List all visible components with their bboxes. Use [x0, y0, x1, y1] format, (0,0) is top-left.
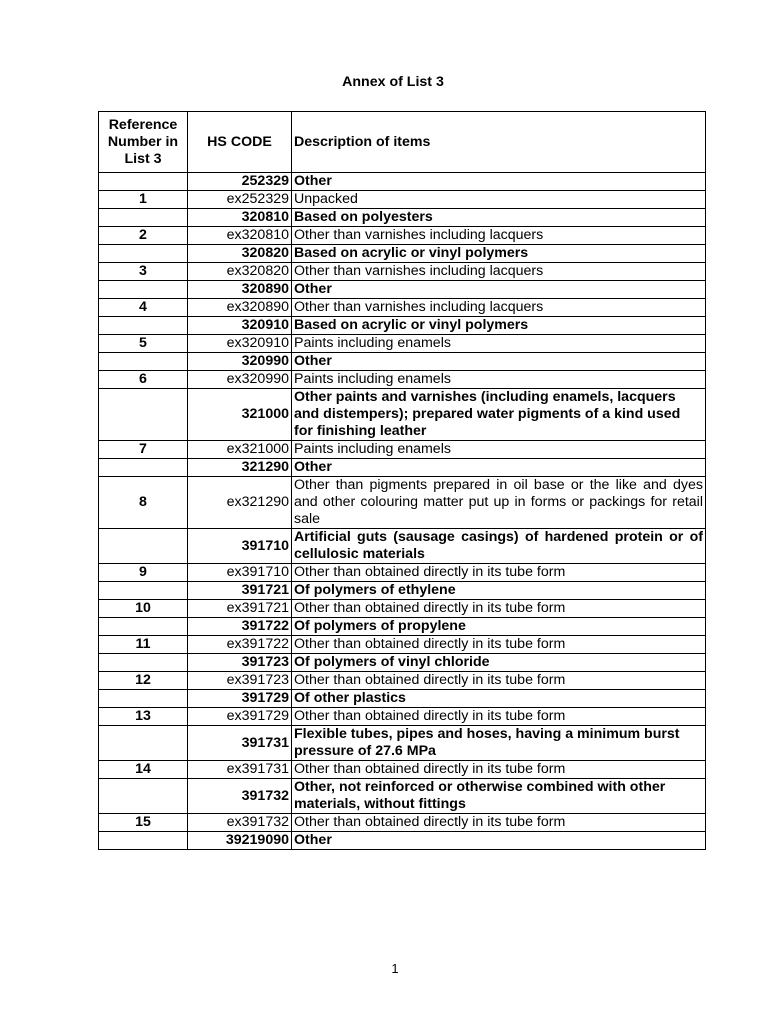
description-cell: Other paints and varnishes (including enamels, lacquers and distempers); prepared water pigments of a kind used for finishing leather: [292, 389, 706, 441]
reference-number-cell: [99, 779, 188, 814]
hs-code-cell: ex320990: [188, 371, 292, 389]
table-row: [99, 281, 706, 299]
description-cell: Other: [292, 459, 706, 477]
description-cell: Other than obtained directly in its tube form: [292, 600, 706, 618]
description-cell: Flexible tubes, pipes and hoses, having a minimum burst pressure of 27.6 MPa: [292, 726, 706, 761]
hs-code-cell: 320990: [188, 353, 292, 371]
description-cell: Other than obtained directly in its tube form: [292, 636, 706, 654]
description-cell: Of polymers of propylene: [292, 618, 706, 636]
reference-number-cell: [99, 209, 188, 227]
hs-code-cell: ex320910: [188, 335, 292, 353]
table-row: [99, 173, 706, 191]
table-row: [99, 371, 706, 389]
description-cell: Of polymers of ethylene: [292, 582, 706, 600]
reference-number-cell: 1: [99, 191, 188, 209]
hs-code-cell: ex252329: [188, 191, 292, 209]
hs-code-cell: 391710: [188, 529, 292, 564]
reference-number-cell: [99, 582, 188, 600]
description-cell: Based on acrylic or vinyl polymers: [292, 245, 706, 263]
description-cell: Artificial guts (sausage casings) of hardened protein or of cellulosic materials: [292, 529, 706, 564]
reference-number-cell: 8: [99, 477, 188, 529]
table-row: [99, 263, 706, 281]
hs-code-cell: ex391731: [188, 761, 292, 779]
reference-number-cell: [99, 317, 188, 335]
table-row: [99, 477, 706, 529]
hs-code-cell: ex391723: [188, 672, 292, 690]
table-row: [99, 761, 706, 779]
description-cell: Paints including enamels: [292, 335, 706, 353]
table-row: [99, 564, 706, 582]
annex-table: [98, 111, 706, 850]
description-cell: Of other plastics: [292, 690, 706, 708]
table-row: [99, 690, 706, 708]
reference-number-cell: 10: [99, 600, 188, 618]
table-body: [99, 173, 706, 850]
hs-code-cell: 391721: [188, 582, 292, 600]
table-row: [99, 317, 706, 335]
hs-code-cell: ex391729: [188, 708, 292, 726]
description-cell: Other than varnishes including lacquers: [292, 299, 706, 317]
reference-number-cell: 9: [99, 564, 188, 582]
reference-number-cell: [99, 726, 188, 761]
table-row: [99, 441, 706, 459]
hs-code-cell: ex320890: [188, 299, 292, 317]
description-cell: Other than pigments prepared in oil base or the like and dyes and other colouring matter put up in forms or packings for retail sale: [292, 477, 706, 529]
hs-code-cell: 391722: [188, 618, 292, 636]
hs-code-cell: 321000: [188, 389, 292, 441]
table-row: [99, 832, 706, 850]
description-cell: Of polymers of vinyl chloride: [292, 654, 706, 672]
table-row: [99, 389, 706, 441]
reference-number-cell: [99, 245, 188, 263]
reference-number-cell: 11: [99, 636, 188, 654]
reference-number-cell: 15: [99, 814, 188, 832]
table-row: [99, 245, 706, 263]
reference-number-cell: 13: [99, 708, 188, 726]
table-row: [99, 353, 706, 371]
header-reference-number: Reference Number in List 3: [99, 112, 188, 173]
hs-code-cell: 391723: [188, 654, 292, 672]
description-cell: Other: [292, 832, 706, 850]
reference-number-cell: [99, 529, 188, 564]
table-row: [99, 708, 706, 726]
description-cell: Other than varnishes including lacquers: [292, 227, 706, 245]
hs-code-cell: ex391710: [188, 564, 292, 582]
description-cell: Paints including enamels: [292, 371, 706, 389]
table-row: [99, 209, 706, 227]
reference-number-cell: [99, 173, 188, 191]
table-row: [99, 672, 706, 690]
hs-code-cell: ex320810: [188, 227, 292, 245]
description-cell: Based on acrylic or vinyl polymers: [292, 317, 706, 335]
reference-number-cell: [99, 281, 188, 299]
reference-number-cell: 5: [99, 335, 188, 353]
hs-code-cell: 252329: [188, 173, 292, 191]
description-cell: Other than obtained directly in its tube form: [292, 708, 706, 726]
description-cell: Paints including enamels: [292, 441, 706, 459]
table-row: [99, 335, 706, 353]
table-row: [99, 636, 706, 654]
reference-number-cell: 14: [99, 761, 188, 779]
hs-code-cell: 320810: [188, 209, 292, 227]
description-cell: Unpacked: [292, 191, 706, 209]
reference-number-cell: 7: [99, 441, 188, 459]
hs-code-cell: ex391722: [188, 636, 292, 654]
reference-number-cell: [99, 353, 188, 371]
hs-code-cell: 320910: [188, 317, 292, 335]
description-cell: Other: [292, 281, 706, 299]
header-hs-code: HS CODE: [188, 112, 292, 173]
table-row: [99, 191, 706, 209]
description-cell: Other than obtained directly in its tube form: [292, 564, 706, 582]
table-row: [99, 582, 706, 600]
reference-number-cell: 12: [99, 672, 188, 690]
description-cell: Other than varnishes including lacquers: [292, 263, 706, 281]
table-row: [99, 299, 706, 317]
description-cell: Other: [292, 353, 706, 371]
reference-number-cell: [99, 618, 188, 636]
reference-number-cell: 2: [99, 227, 188, 245]
table-row: [99, 618, 706, 636]
description-cell: Other than obtained directly in its tube form: [292, 814, 706, 832]
description-cell: Other than obtained directly in its tube form: [292, 761, 706, 779]
reference-number-cell: [99, 389, 188, 441]
hs-code-cell: 391731: [188, 726, 292, 761]
reference-number-cell: 3: [99, 263, 188, 281]
table-row: [99, 529, 706, 564]
reference-number-cell: [99, 654, 188, 672]
hs-code-cell: 39219090: [188, 832, 292, 850]
table-row: [99, 227, 706, 245]
hs-code-cell: ex391721: [188, 600, 292, 618]
header-description: Description of items: [292, 112, 706, 173]
hs-code-cell: 320890: [188, 281, 292, 299]
header-row: [99, 112, 706, 173]
hs-code-cell: ex320820: [188, 263, 292, 281]
table-row: [99, 779, 706, 814]
description-cell: Other, not reinforced or otherwise combined with other materials, without fittings: [292, 779, 706, 814]
hs-code-cell: 391729: [188, 690, 292, 708]
document-title: Annex of List 3: [342, 74, 444, 90]
table-row: [99, 814, 706, 832]
reference-number-cell: [99, 459, 188, 477]
hs-code-cell: ex321290: [188, 477, 292, 529]
reference-number-cell: [99, 690, 188, 708]
description-cell: Other: [292, 173, 706, 191]
description-cell: Based on polyesters: [292, 209, 706, 227]
description-cell: Other than obtained directly in its tube form: [292, 672, 706, 690]
table-row: [99, 459, 706, 477]
table-row: [99, 600, 706, 618]
hs-code-cell: ex321000: [188, 441, 292, 459]
table-row: [99, 654, 706, 672]
reference-number-cell: [99, 832, 188, 850]
hs-code-cell: 320820: [188, 245, 292, 263]
table-row: [99, 726, 706, 761]
hs-code-cell: 321290: [188, 459, 292, 477]
hs-code-cell: 391732: [188, 779, 292, 814]
page-number: 1: [391, 961, 399, 976]
hs-code-cell: ex391732: [188, 814, 292, 832]
reference-number-cell: 4: [99, 299, 188, 317]
reference-number-cell: 6: [99, 371, 188, 389]
